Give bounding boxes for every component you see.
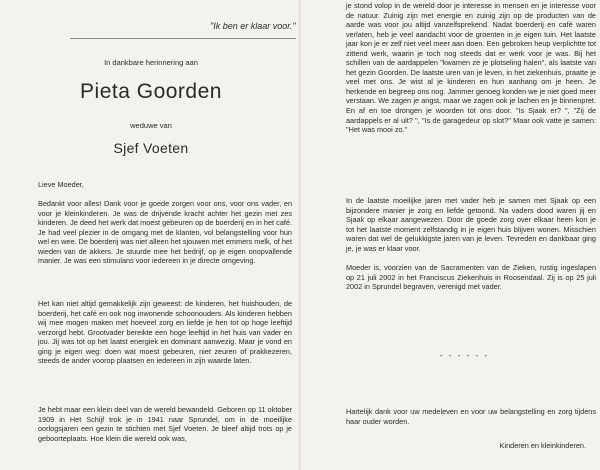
separator: - - - - - - [440, 351, 490, 360]
left-paragraph-1: Bedankt voor alles! Dank voor je goede zorgen voor ons, voor ons vader, en voor je kleinkinderen. Je was de drijvende kracht achter het gezin met zes kinderen. Je deed het werk dat moest gebeuren op de boerderij en in het café. Je had veel plezier in de omgang met de klanten, vol belangstelling voor hun wel en wee. De boerderij was niet alleen het sjouwen met emmers melk, of het wieden van de akkers. Je stuurde mee het bedrijf, op je eigen onopvallende manier. Je was een stimulans voor iedereen in je directe omgeving. [38, 199, 292, 266]
right-paragraph-1: je stond volop in de wereld door je interesse in mensen en je interesse voor de natuur. Zuinig zijn met energie en zuinig zijn op de producten van de aarde was voor jou altijd vanzelfsprekend. Nadat boerderij en café waren verlaten, heb je veel aandacht voor de groenten in je eigen tuin. Het laatste jaar kon je er zelf niet veel meer aan doen. Een gebroken heup verplichtte tot zittend werk, waarin je toch nog steeds dat er werk voor je was. Bij het schillen van de aardappelen "kwamen ze je plotseling halen", als laatste van het gezin Goorden. De laatste uren van je leven, in het ziekenhuis, praatte je veel met ons. Je wist al je kinderen en hun aanhang om je heen. Je herkende en begreep ons nog. Jammer genoeg konden we je niet goed meer verstaan. We zagen je angst, maar we zagen ook je lachen en je binnenpret. En af en toe drongen je woorden tot ons door. "Is Sjaak er? ", "Zij de aardappels er al uit? ", "Is de garagedeur op slot?" Maar ook vatte je samen: "Het was mooi zo." [346, 1, 596, 135]
right-paragraph-2: In de laatste moeilijke jaren met vader heb je samen met Sjaak op een bijzondere manier je zorg en liefde getoond. Na vaders dood waren jij en Sjaak op elkaar aangewezen. Door de goede zorg over elkaar heen kon je tot het laatste moment zelfstandig in je eigen huis blijven wonen. Misschien waren dat wel de gelukkigste jaren van je leven. Tevreden en dankbaar ging je, je was er klaar voor. [346, 196, 596, 253]
left-paragraph-3: Je hebt maar een klein deel van de wereld bewandeld. Geboren op 11 oktober 1909 in Het Schijf trok je in 1941 naar Sprundel, om in de moeilijke oorlogsjaren een gezin te stichten met Sjef Voeten. Je bleef altijd trots op je geboorteplaats. Hoe klein die wereld ook was, [38, 405, 292, 443]
left-paragraph-2: Het kan niet altijd gemakkelijk zijn geweest: de kinderen, het huishouden, de boerderij, het café en ook nog inwonende schoonouders. Als kinderen hebben wij mee mogen maken met hoeveel zorg en liefde je hen tot op hoge leeftijd verzorgd hebt. Grootvader bereikte een hoge leeftijd in het huis van vader en jou. Jij was tot op het laatst energiek en dominant aanwezig. Maar je vond en ging je eigen weg: doen wat moest gebeuren, niet zeuren of prakkezeren, steeds de ander voorop plaatsen en iedereen in zijn waarde laten. [38, 299, 292, 366]
quote: "Ik ben er klaar voor." [210, 21, 296, 31]
card-fold [299, 0, 301, 470]
quote-underline [70, 38, 296, 39]
salutation: Lieve Moeder, [38, 180, 84, 189]
in-memory-line: In dankbare herinnering aan [104, 58, 198, 67]
left-page [6, 0, 296, 470]
deceased-name: Pieta Goorden [80, 80, 222, 103]
right-paragraph-3: Moeder is, voorzien van de Sacramenten van de Zieken, rustig ingeslapen op 21 juli 2002 in het Franciscus Ziekenhuis in Roosendaal. Zij is op 25 juli 2002 in Sprundel begraven, verenigd met vader. [346, 263, 596, 292]
right-page [304, 0, 594, 470]
closing-signature: Kinderen en kleinkinderen. [499, 441, 586, 450]
spouse-name: Sjef Voeten [113, 140, 189, 156]
thanks-paragraph: Hartelijk dank voor uw medeleven en voor uw belangstelling en zorg tijdens haar ouder worden. [346, 407, 596, 426]
widow-of-line: weduwe van [130, 121, 172, 130]
